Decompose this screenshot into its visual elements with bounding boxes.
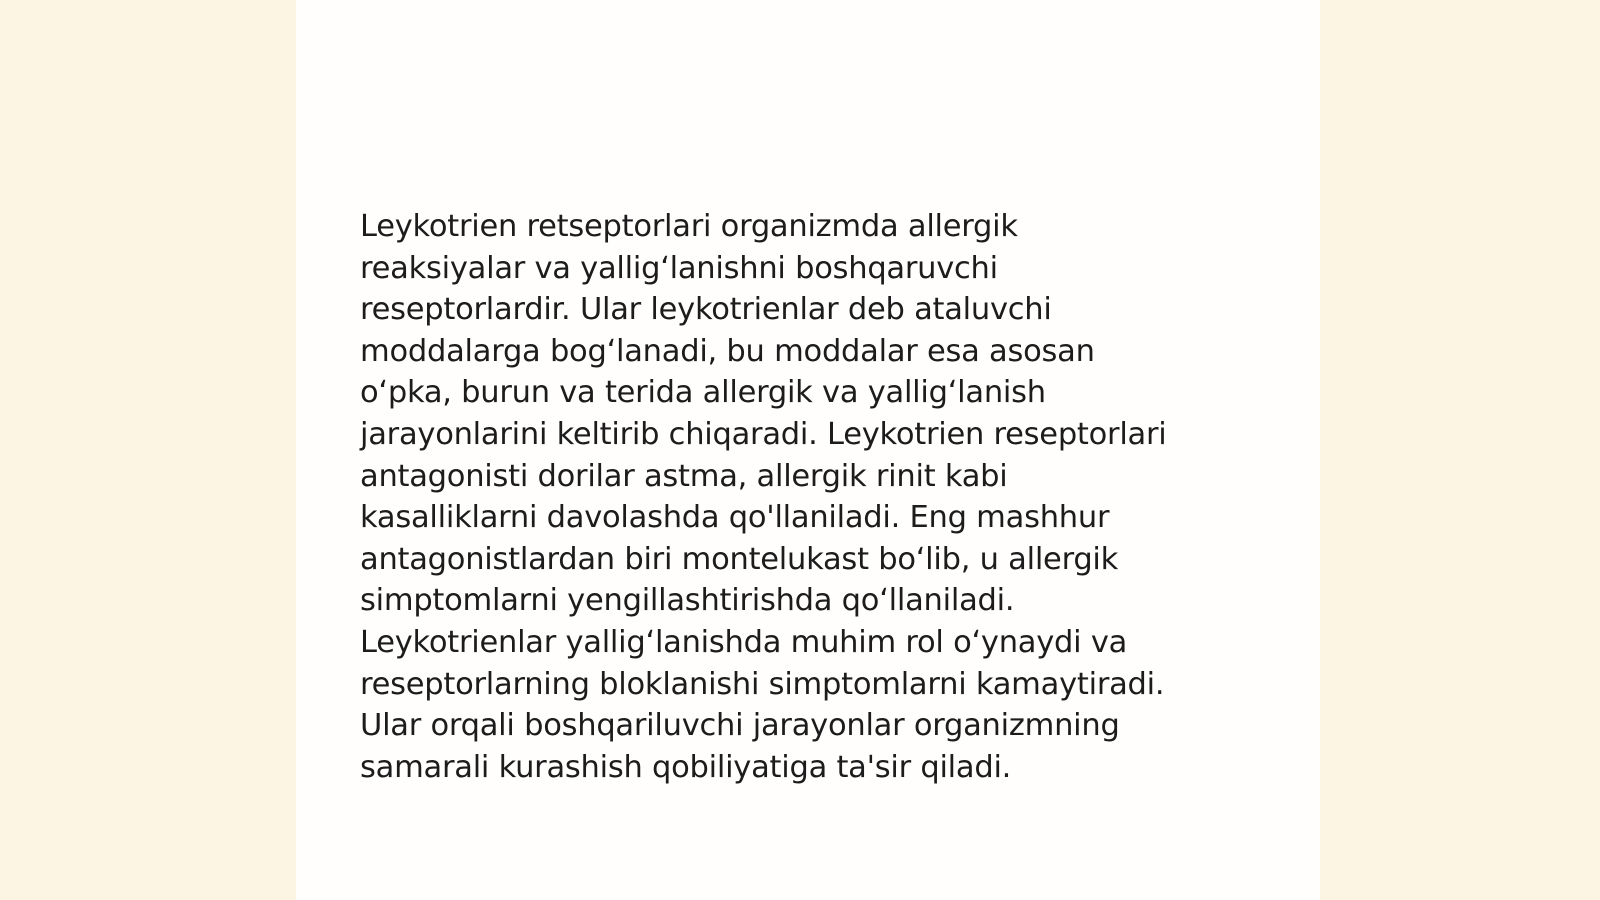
- left-margin: [0, 0, 296, 900]
- text-line: antagonistlardan biri montelukast bo‘lib, u allergik: [360, 541, 1119, 577]
- text-line: Ular orqali boshqariluvchi jarayonlar organizmning: [360, 708, 1120, 744]
- body-paragraph: [360, 206, 1260, 788]
- text-line: reseptorlardir. Ular leykotrienlar deb ataluvchi: [360, 292, 1052, 328]
- text-line: antagonisti dorilar astma, allergik rinit kabi: [360, 458, 1008, 494]
- text-line: Leykotrien retseptorlari organizmda allergik: [360, 209, 1018, 244]
- right-margin: [1320, 0, 1600, 900]
- text-line: reaksiyalar va yallig‘lanishni boshqaruvchi: [360, 250, 998, 286]
- text-line: samarali kurashish qobiliyatiga ta'sir qiladi.: [360, 749, 1012, 785]
- text-line: kasalliklarni davolashda qo'llaniladi. Eng mashhur: [360, 500, 1110, 536]
- text-line: jarayonlarini keltirib chiqaradi. Leykotrien reseptorlari: [360, 416, 1167, 452]
- text-line: Leykotrienlar yallig‘lanishda muhim rol o‘ynaydi va: [360, 624, 1128, 660]
- text-line: simptomlarni yengillashtirishda qo‘llaniladi.: [360, 583, 1015, 619]
- page: [296, 0, 1320, 900]
- text-line: o‘pka, burun va terida allergik va yallig‘lanish: [360, 375, 1046, 411]
- text-line: reseptorlarning bloklanishi simptomlarni kamaytiradi.: [360, 666, 1165, 702]
- text-line: moddalarga bog‘lanadi, bu moddalar esa asosan: [360, 333, 1095, 369]
